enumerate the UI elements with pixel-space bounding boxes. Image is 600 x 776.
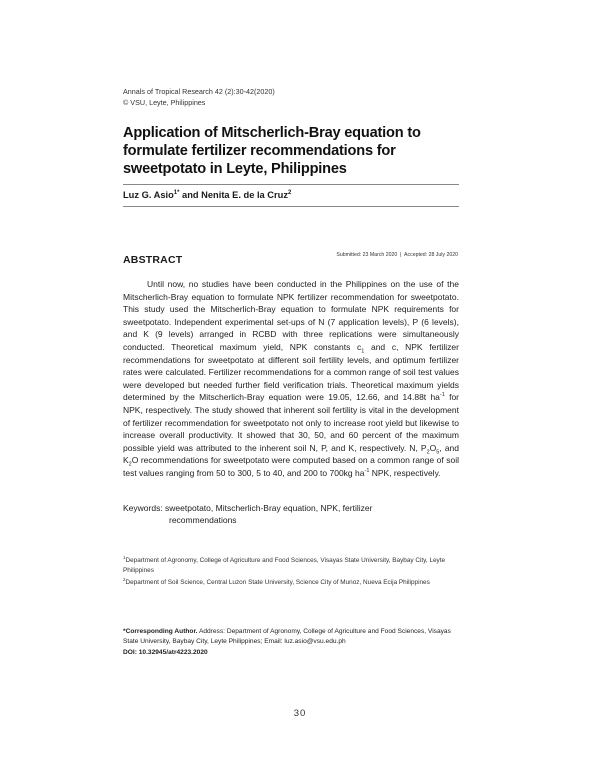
author-2: Nenita E. de la Cruz	[201, 190, 288, 200]
affiliation-marker: 2	[123, 577, 126, 583]
address-label: Address:	[197, 628, 225, 635]
author-line	[123, 188, 291, 202]
article-title: Application of Mitscherlich-Bray equation to formulate fertilizer recommendations for sweetpotato in Leyte, Philippines	[123, 125, 421, 177]
affiliation-2	[123, 578, 459, 588]
abstract-segment: for NPK, respectively. The study showed that inherent soil fertility is vital in the development of fertilizer recommendation for sweetpotato not only to increase root yield but likewise to increase overall productivity. It showed that 30, 50, and 60 percent of the maximum possible yield was attributed to the inherent soil N, P, and K, respectively. N, P	[123, 392, 459, 453]
abstract-heading: ABSTRACT	[123, 254, 183, 266]
email-address[interactable]: luz.asio@vsu.edu.ph	[282, 638, 346, 646]
author-divider	[123, 206, 459, 207]
abstract-segment: O	[429, 442, 437, 453]
corresponding-address	[123, 627, 463, 648]
affiliation-text: Department of Agronomy, College of Agriculture and Food Sciences, Visayas State University, Baybay City, Leyte Philippines	[123, 557, 446, 575]
keywords	[123, 503, 423, 527]
doi[interactable]: DOI: 10.32945/atr4223.2020	[123, 648, 208, 656]
title-divider	[123, 184, 459, 185]
abstract-segment: NPK, respectively.	[369, 467, 441, 478]
author-1-affiliation: 1*	[173, 189, 180, 196]
corresponding-author	[123, 627, 463, 658]
journal-header	[123, 86, 275, 108]
abstract-segment: and c, NPK fertilizer recommendations for sweetpotato at different soil fertility levels, and optimum fertilizer rates were calculated. Fertilizer recommendations for a common range of soil test values were developed but needed further field verification trials. Theoretical maximum yields determined by the Mitscherlich-Bray equation were 19.05, 12.66, and 14.88t ha	[123, 341, 459, 403]
page-number: 30	[293, 708, 307, 719]
author-1: Luz G. Asio	[123, 190, 174, 200]
superscript: -1	[439, 392, 445, 399]
subscript: 5	[436, 449, 440, 456]
subscript: 2	[426, 449, 430, 456]
abstract-segment: O recommendations for sweetpotato were computed based on a common range of soil test values ranging from 50 to 300, 5 to 40, and 200 to 700kg ha	[123, 455, 459, 478]
keywords-label: Keywords:	[123, 503, 166, 513]
abstract-segment: , and K	[123, 442, 459, 466]
affiliation-1	[123, 556, 459, 576]
journal-citation: Annals of Tropical Research 42 (2):30-42(2020)	[123, 87, 275, 96]
submission-dates: Submitted: 23 March 2020 | Accepted: 28 July 2020	[336, 252, 458, 258]
superscript: -1	[364, 468, 370, 475]
keywords-line-1: sweetpotato, Mitscherlich-Bray equation, NPK, fertilizer	[165, 503, 373, 513]
address-text: Department of Agronomy, College of Agriculture and Food Sciences, Visayas State University, Baybay City, Leyte Philippines;	[123, 628, 451, 646]
keywords-line-2: recommendations	[169, 514, 237, 525]
author-2-affiliation: 2	[287, 189, 292, 196]
author-connector: and	[179, 190, 202, 200]
abstract-segment: Until now, no studies have been conducted in the Philippines on the use of the Mitscherlich-Bray equation to formulate NPK fertilizer recommendation for sweetpotato. This study used the Mitscherlich-Bray equation to formulate NPK requirements for sweetpotato. Independent experimental set-ups of N (7 application levels), P (6 levels), and K (9 levels) arranged in RCBD with three replications were simultaneously conducted. Theoretical maximum yield, NPK constants c	[123, 279, 459, 352]
subscript: 2	[128, 462, 132, 468]
affiliation-text: Department of Soil Science, Central Luzon State University, Science City of Munoz, Nueva Ecija Philippines	[125, 579, 430, 587]
subscript: 1	[361, 348, 365, 355]
abstract-text	[123, 278, 459, 480]
journal-copyright: © VSU, Leyte, Philippines	[123, 98, 206, 107]
affiliations	[123, 556, 459, 591]
corresponding-label: *Corresponding Author.	[123, 628, 198, 635]
email-label: Email:	[264, 638, 283, 646]
affiliation-marker: 1	[123, 554, 126, 560]
